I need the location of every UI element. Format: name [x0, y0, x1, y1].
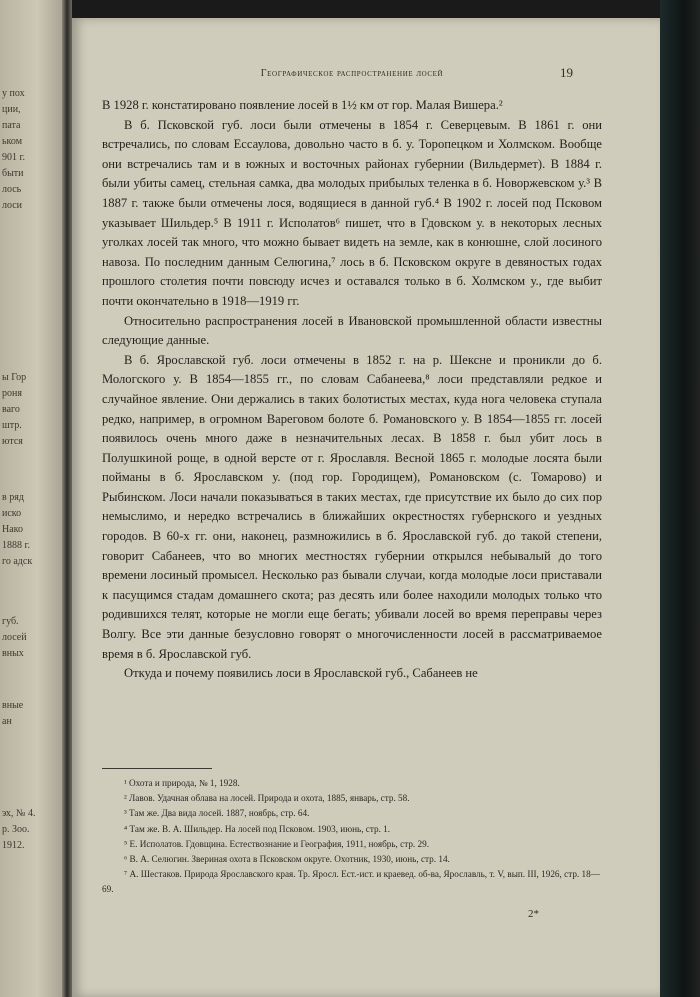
- footnote: ⁴ Там же. В. А. Шильдер. На лосей под Псковом. 1903, июнь, стр. 1.: [124, 823, 391, 834]
- left-page-text-fragment: го адск: [2, 556, 33, 567]
- left-page-text-fragment: штр.: [2, 420, 22, 431]
- body-text: [102, 96, 602, 684]
- footnote: ² Лавов. Удачная облава на лосей. Природа и охота, 1885, январь, стр. 58.: [124, 793, 410, 804]
- footnote-rule: [102, 768, 212, 769]
- left-page-text-fragment: у пох: [2, 88, 25, 99]
- left-page-text-fragment: губ.: [2, 616, 19, 627]
- left-page-text-fragment: ются: [2, 436, 23, 447]
- left-page-text-fragment: 901 г.: [2, 152, 25, 163]
- paragraph: В 1928 г. констатировано появление лосей в 1½ км от гор. Малая Вишера.²: [102, 98, 503, 112]
- left-page-text-fragment: лоси: [2, 200, 23, 211]
- book-gutter: [62, 0, 72, 997]
- footnote: ⁶ В. А. Селюгин. Звериная охота в Псковском округе. Охотник, 1930, июнь, стр. 14.: [124, 854, 450, 865]
- footnote: ⁵ Е. Исполатов. Гдовщина. Естествознание и География, 1911, ноябрь, стр. 29.: [124, 838, 430, 849]
- left-page-text-fragment: ан: [2, 716, 12, 727]
- book-page: [72, 18, 660, 997]
- paragraph: В б. Ярославской губ. лоси отмечены в 1852 г. на р. Шексне и проникли до б. Мологского у. В 1854—1855 гг., по словам Сабанеева,⁸ лоси представляли редкое и случайное явление. Они держались в таких болотистых местах, куда нога человека ступала редко, например, в огромном Вареговом болоте б. Романовского у. В 1854—1855 гг. лосей появилось очень много даже в незначительных лесах. В 1858 г. был убит лось в Полушкиной роще, в одной версте от г. Ярославля. Весной 1865 г. молодые лосята были пойманы в б. Ярославском у. (под гор. Городищем), Романовском (с. Томарово) и Рыбинском. Лоси начали показываться в таких местах, где присутствие их было до сих пор немыслимо, и нередко встречались в ближайших окрестностях губернского и уездных городов. В 60-х гг. они, наконец, размножились в б. Ярославской губ. до такой степени, говорит Сабанеев, что во многих местностях губернии открылся небывалый до того времени лосиный промысел. Несколько раз бывали случаи, когда молодые лоси приставали к пасущимся стадам домашнего скота; раз десять или более находили молодых только что родившихся телят, которые не могли еще бегать; убивали лосей во время переправы через Волгу. Все эти данные безусловно говорят о многочисленности лосей в рассматриваемое время в б. Ярославской губ.: [102, 352, 602, 661]
- left-page-text-fragment: р. Зоо.: [2, 824, 30, 835]
- footnote: ⁷ А. Шестаков. Природа Ярославского края. Тр. Яросл. Ест.-ист. и краевед. об-ва, Ярославль, т. V, вып. III, 1926, стр. 18—69.: [102, 869, 600, 895]
- left-page-text-fragment: ьком: [2, 136, 23, 147]
- left-page-text-fragment: в ряд: [2, 492, 24, 503]
- left-page-text-fragment: ции,: [2, 104, 21, 115]
- footnote: ³ Там же. Два вида лосей. 1887, ноябрь, стр. 64.: [124, 808, 310, 819]
- page-number: 19: [560, 65, 573, 80]
- left-page-text-fragment: пата: [2, 120, 21, 131]
- left-page-text-fragment: 1912.: [2, 840, 25, 851]
- dark-background-edge: [660, 0, 700, 997]
- left-page-text-fragment: ы Гор: [2, 372, 27, 383]
- left-page-text-fragment: лось: [2, 184, 22, 195]
- left-page-text-fragment: вные: [2, 700, 24, 711]
- paragraph: Откуда и почему появились лоси в Ярославской губ., Сабанеев не: [124, 666, 478, 681]
- left-page-text-fragment: роня: [2, 388, 22, 399]
- signature-mark: 2*: [528, 908, 539, 920]
- left-page-text-fragment: Нако: [2, 524, 24, 535]
- left-page-text-fragment: иско: [2, 508, 22, 519]
- footnotes: [102, 776, 602, 898]
- paragraph: Относительно распространения лосей в Ивановской промышленной области известны следующие данные.: [102, 313, 602, 348]
- left-page-text-fragment: вных: [2, 648, 24, 659]
- left-page-text-fragment: ваго: [2, 404, 20, 415]
- left-page-text-fragment: эх, № 4.: [2, 808, 36, 819]
- paragraph: В б. Псковской губ. лоси были отмечены в 1854 г. Северцевым. В 1861 г. они встречались, по словам Ессаулова, довольно часто в б. у. Торопецком и Холмском. Вообще они встречались там и в южных и восточных районах губернии (Вильдермет). В 1884 г. были убиты самец, стельная самка, два молодых прибылых теленка в б. Новоржевском у.³ В 1887 г. также были отмечены лося, водящиеся в данной губ.⁴ В 1902 г. лосей под Псковом указывает Шильдер.⁵ В 1911 г. Исполатов⁶ пишет, что в Гдовском у. в некоторых лесных уголках лосей так много, что можно бывает видеть на земле, как в конюшне, слой лосиного навоза. По последним данным Селюгина,⁷ лось в б. Псковском округе в девяностых годах прошлого столетия почти повсюду исчез и оставался только в б. Холмском у., где выбит почти окончательно в 1918—1919 гг.: [102, 117, 602, 308]
- running-head: Географическое распространение лосей: [260, 68, 444, 79]
- left-page-edge: [0, 0, 62, 997]
- footnote: ¹ Охота и природа, № 1, 1928.: [124, 778, 240, 788]
- left-page-text-fragment: быти: [2, 168, 24, 179]
- left-page-text-fragment: лосей: [2, 632, 27, 643]
- left-page-text-fragment: 1888 г.: [2, 540, 30, 551]
